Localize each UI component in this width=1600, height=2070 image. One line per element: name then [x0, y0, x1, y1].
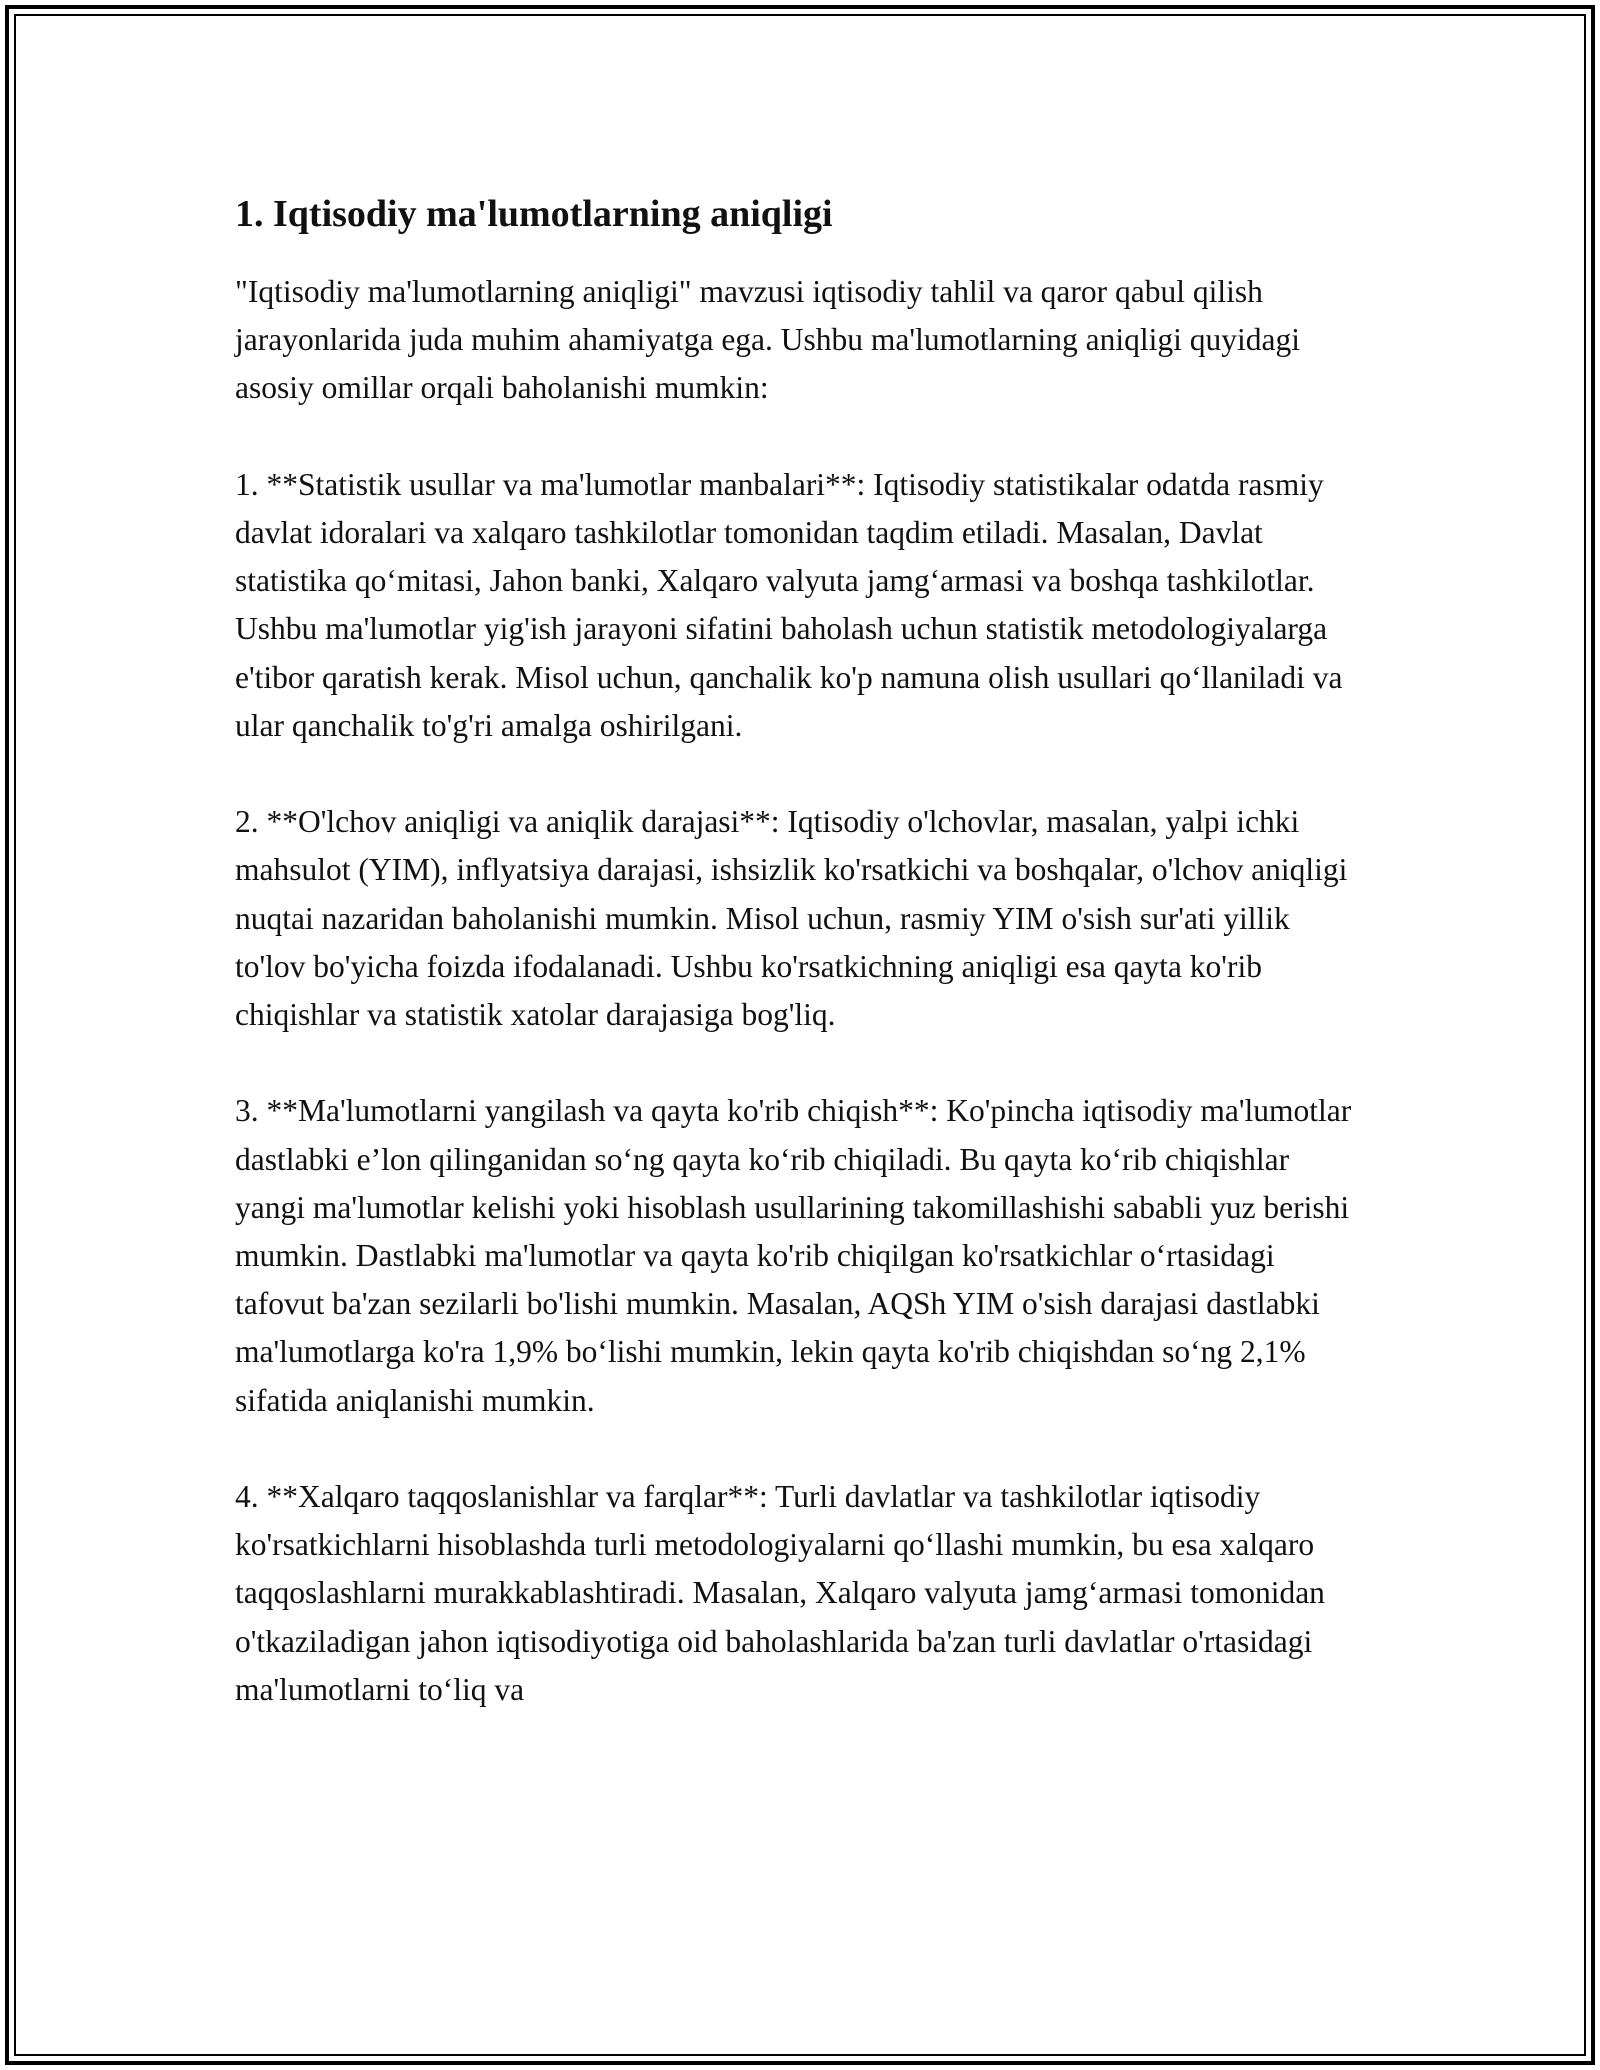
intro-paragraph: "Iqtisodiy ma'lumotlarning aniqligi" mavzusi iqtisodiy tahlil va qaror qabul qilish jarayonlarida juda muhim ahamiyatga ega. Ushbu ma'lumotlarning aniqligi quyidagi asosiy omillar orqali baholanishi mumkin: [235, 274, 1301, 406]
document-body [235, 188, 1365, 1762]
paragraph-measurement-accuracy: 2. **O'lchov aniqligi va aniqlik darajasi**: Iqtisodiy o'lchovlar, masalan, yalpi ichki mahsulot (YIM), inflyatsiya darajasi, ishsizlik ko'rsatkichi va boshqalar, o'lchov aniqligi nuqtai nazaridan baholanishi mumkin. Misol uchun, rasmiy YIM o'sish sur'ati yillik to'lov bo'yicha foizda ifodalanadi. Ushbu ko'rsatkichning aniqligi esa qayta ko'rib chiqishlar va statistik xatolar darajasiga bog'liq. [235, 804, 1348, 1033]
section-title: 1. Iqtisodiy ma'lumotlarning aniqligi [235, 193, 833, 235]
paragraph-data-revisions: 3. **Ma'lumotlarni yangilash va qayta ko'rib chiqish**: Ko'pincha iqtisodiy ma'lumotlar dastlabki e’lon qilinganidan so‘ng qayta ko‘rib chiqiladi. Bu qayta ko‘rib chiqishlar yangi ma'lumotlar kelishi yoki hisoblash usullarining takomillashishi sababli yuz berishi mumkin. Dastlabki ma'lumotlar va qayta ko'rib chiqilgan ko'rsatkichlar o‘rtasidagi tafovut ba'zan sezilarli bo'lishi mumkin. Masalan, AQSh YIM o'sish darajasi dastlabki ma'lumotlarga ko'ra 1,9% bo‘lishi mumkin, lekin qayta ko'rib chiqishdan so‘ng 2,1% sifatida aniqlanishi mumkin. [235, 1093, 1352, 1418]
paragraph-international-comparisons: 4. **Xalqaro taqqoslanishlar va farqlar**: Turli davlatlar va tashkilotlar iqtisodiy ko'rsatkichlarni hisoblashda turli metodologiyalarni qo‘llashi mumkin, bu esa xalqaro taqqoslashlarni murakkablashtiradi. Masalan, Xalqaro valyuta jamg‘armasi tomonidan o'tkaziladigan jahon iqtisodiyotiga oid baholashlarida ba'zan turli davlatlar o'rtasidagi ma'lumotlarni to‘liq va [235, 1479, 1325, 1707]
paragraph-statistical-methods: 1. **Statistik usullar va ma'lumotlar manbalari**: Iqtisodiy statistikalar odatda rasmiy davlat idoralari va xalqaro tashkilotlar tomonidan taqdim etiladi. Masalan, Davlat statistika qo‘mitasi, Jahon banki, Xalqaro valyuta jamg‘armasi va boshqa tashkilotlar. Ushbu ma'lumotlar yig'ish jarayoni sifatini baholash uchun statistik metodologiyalarga e'tibor qaratish kerak. Misol uchun, qanchalik ko'p namuna olish usullari qo‘llaniladi va ular qanchalik to'g'ri amalga oshirilgani. [235, 466, 1343, 743]
